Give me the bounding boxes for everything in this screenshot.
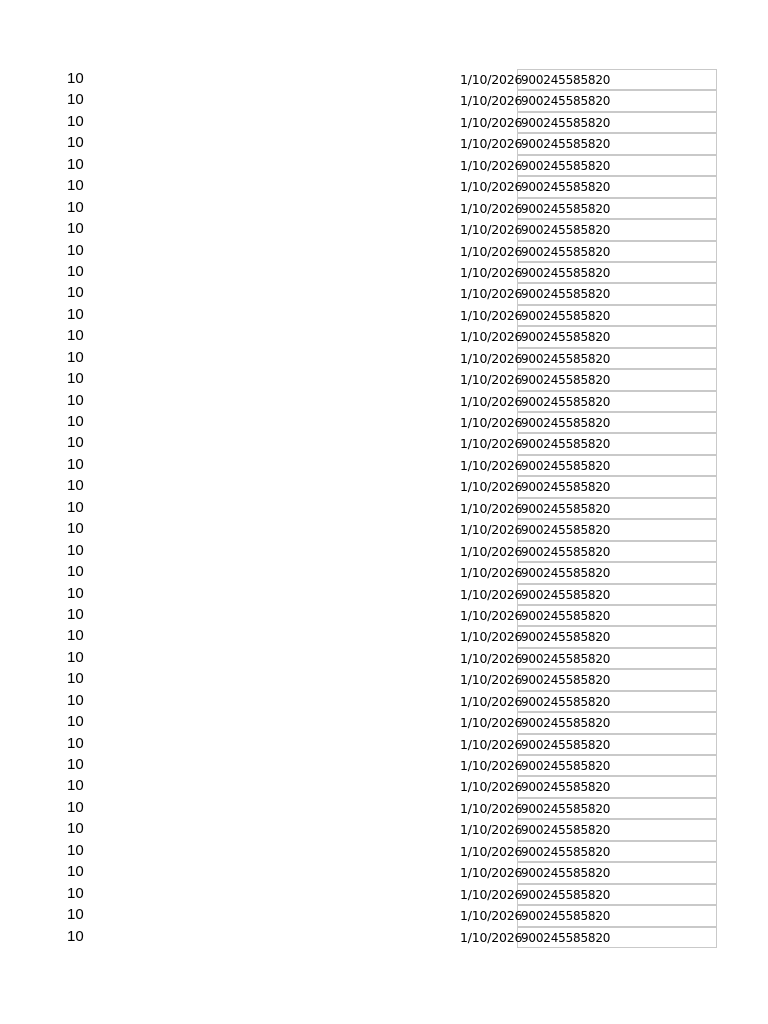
table-row <box>0 283 768 304</box>
quantity-cell: 10 <box>67 627 84 645</box>
table-row <box>0 241 768 262</box>
barcode-field[interactable]: 900245585820 <box>517 712 717 733</box>
date-cell: 1/10/2026 <box>460 457 523 473</box>
date-cell: 1/10/2026 <box>460 843 523 859</box>
quantity-cell: 10 <box>67 477 84 495</box>
table-row <box>0 112 768 133</box>
barcode-field[interactable]: 900245585820 <box>517 433 717 454</box>
date-cell: 1/10/2026 <box>460 372 523 388</box>
date-cell: 1/10/2026 <box>460 157 523 173</box>
quantity-cell: 10 <box>67 305 84 323</box>
quantity-cell: 10 <box>67 541 84 559</box>
quantity-cell: 10 <box>67 863 84 881</box>
barcode-field[interactable]: 900245585820 <box>517 219 717 240</box>
quantity-cell: 10 <box>67 134 84 152</box>
barcode-field[interactable]: 900245585820 <box>517 476 717 497</box>
date-cell: 1/10/2026 <box>460 800 523 816</box>
table-row <box>0 476 768 497</box>
table-row <box>0 691 768 712</box>
quantity-cell: 10 <box>67 370 84 388</box>
date-cell: 1/10/2026 <box>460 672 523 688</box>
quantity-cell: 10 <box>67 434 84 452</box>
quantity-cell: 10 <box>67 455 84 473</box>
table-row <box>0 326 768 347</box>
date-cell: 1/10/2026 <box>460 715 523 731</box>
table-row <box>0 712 768 733</box>
table-row <box>0 369 768 390</box>
quantity-cell: 10 <box>67 348 84 366</box>
barcode-field[interactable]: 900245585820 <box>517 776 717 797</box>
date-cell: 1/10/2026 <box>460 865 523 881</box>
barcode-field[interactable]: 900245585820 <box>517 798 717 819</box>
barcode-field[interactable]: 900245585820 <box>517 241 717 262</box>
quantity-cell: 10 <box>67 884 84 902</box>
quantity-cell: 10 <box>67 841 84 859</box>
barcode-field[interactable]: 900245585820 <box>517 562 717 583</box>
barcode-field[interactable]: 900245585820 <box>517 841 717 862</box>
date-cell: 1/10/2026 <box>460 136 523 152</box>
date-cell: 1/10/2026 <box>460 736 523 752</box>
date-cell: 1/10/2026 <box>460 200 523 216</box>
date-cell: 1/10/2026 <box>460 586 523 602</box>
quantity-cell: 10 <box>67 498 84 516</box>
quantity-cell: 10 <box>67 648 84 666</box>
table-row <box>0 90 768 111</box>
quantity-cell: 10 <box>67 798 84 816</box>
barcode-field[interactable]: 900245585820 <box>517 155 717 176</box>
barcode-field[interactable]: 900245585820 <box>517 455 717 476</box>
date-cell: 1/10/2026 <box>460 72 523 87</box>
barcode-field[interactable]: 900245585820 <box>517 669 717 690</box>
date-cell: 1/10/2026 <box>460 886 523 902</box>
table-row <box>0 798 768 819</box>
date-cell: 1/10/2026 <box>460 908 523 924</box>
date-cell: 1/10/2026 <box>460 758 523 773</box>
barcode-field[interactable]: 900245585820 <box>517 283 717 304</box>
date-cell: 1/10/2026 <box>460 350 523 366</box>
quantity-cell: 10 <box>67 155 84 173</box>
barcode-field[interactable]: 900245585820 <box>517 90 717 111</box>
table-row <box>0 262 768 283</box>
table-row <box>0 433 768 454</box>
quantity-cell: 10 <box>67 927 84 945</box>
barcode-field[interactable]: 900245585820 <box>517 69 717 90</box>
date-cell: 1/10/2026 <box>460 693 523 709</box>
table-row <box>0 519 768 540</box>
quantity-cell: 10 <box>67 520 84 538</box>
quantity-cell: 10 <box>67 241 84 259</box>
table-row <box>0 455 768 476</box>
date-cell: 1/10/2026 <box>460 415 523 430</box>
date-cell: 1/10/2026 <box>460 307 523 323</box>
date-cell: 1/10/2026 <box>460 650 523 666</box>
date-cell: 1/10/2026 <box>460 500 523 516</box>
quantity-cell: 10 <box>67 670 84 688</box>
barcode-field[interactable]: 900245585820 <box>517 626 717 647</box>
barcode-field[interactable]: 900245585820 <box>517 862 717 883</box>
quantity-cell: 10 <box>67 262 84 280</box>
date-cell: 1/10/2026 <box>460 93 523 109</box>
table-row <box>0 562 768 583</box>
table-row <box>0 133 768 154</box>
table-row <box>0 412 768 433</box>
date-cell: 1/10/2026 <box>460 243 523 259</box>
barcode-field[interactable]: 900245585820 <box>517 884 717 905</box>
date-cell: 1/10/2026 <box>460 179 523 195</box>
date-cell: 1/10/2026 <box>460 543 523 559</box>
date-cell: 1/10/2026 <box>460 264 523 280</box>
quantity-cell: 10 <box>67 112 84 130</box>
table-row <box>0 648 768 669</box>
quantity-cell: 10 <box>67 820 84 838</box>
barcode-field[interactable]: 900245585820 <box>517 498 717 519</box>
quantity-cell: 10 <box>67 284 84 302</box>
table-row <box>0 348 768 369</box>
table-row <box>0 155 768 176</box>
barcode-field[interactable]: 900245585820 <box>517 605 717 626</box>
barcode-field[interactable]: 900245585820 <box>517 262 717 283</box>
barcode-field[interactable]: 900245585820 <box>517 519 717 540</box>
barcode-field[interactable]: 900245585820 <box>517 305 717 326</box>
barcode-field[interactable]: 900245585820 <box>517 819 717 840</box>
date-cell: 1/10/2026 <box>460 479 523 495</box>
quantity-cell: 10 <box>67 584 84 602</box>
quantity-cell: 10 <box>67 391 84 409</box>
date-cell: 1/10/2026 <box>460 222 523 238</box>
table-row <box>0 541 768 562</box>
table-row <box>0 841 768 862</box>
table-row <box>0 605 768 626</box>
date-cell: 1/10/2026 <box>460 565 523 581</box>
table-row <box>0 69 768 90</box>
table-row <box>0 734 768 755</box>
barcode-field[interactable]: 900245585820 <box>517 734 717 755</box>
quantity-cell: 10 <box>67 906 84 924</box>
date-cell: 1/10/2026 <box>460 329 523 345</box>
barcode-field[interactable]: 900245585820 <box>517 927 717 948</box>
barcode-field[interactable]: 900245585820 <box>517 412 717 433</box>
date-cell: 1/10/2026 <box>460 522 523 538</box>
barcode-field[interactable]: 900245585820 <box>517 584 717 605</box>
date-cell: 1/10/2026 <box>460 929 523 945</box>
quantity-cell: 10 <box>67 327 84 345</box>
table-row <box>0 755 768 776</box>
table-row <box>0 905 768 926</box>
quantity-cell: 10 <box>67 220 84 238</box>
barcode-field[interactable]: 900245585820 <box>517 112 717 133</box>
quantity-cell: 10 <box>67 91 84 109</box>
table-row <box>0 776 768 797</box>
date-cell: 1/10/2026 <box>460 779 523 795</box>
table-row <box>0 862 768 883</box>
barcode-field[interactable]: 900245585820 <box>517 755 717 776</box>
barcode-field[interactable]: 900245585820 <box>517 648 717 669</box>
barcode-field[interactable]: 900245585820 <box>517 348 717 369</box>
barcode-field[interactable]: 900245585820 <box>517 133 717 154</box>
quantity-cell: 10 <box>67 198 84 216</box>
quantity-cell: 10 <box>67 563 84 581</box>
quantity-cell: 10 <box>67 777 84 795</box>
date-cell: 1/10/2026 <box>460 629 523 645</box>
table-row <box>0 498 768 519</box>
table-row <box>0 626 768 647</box>
quantity-cell: 10 <box>67 177 84 195</box>
quantity-cell: 10 <box>67 734 84 752</box>
date-cell: 1/10/2026 <box>460 393 523 409</box>
quantity-cell: 10 <box>67 413 84 430</box>
barcode-field[interactable]: 900245585820 <box>517 905 717 926</box>
quantity-cell: 10 <box>67 713 84 731</box>
date-cell: 1/10/2026 <box>460 114 523 130</box>
date-cell: 1/10/2026 <box>460 436 523 452</box>
quantity-cell: 10 <box>67 691 84 709</box>
table-row <box>0 819 768 840</box>
table-row <box>0 198 768 219</box>
table-row <box>0 176 768 197</box>
quantity-cell: 10 <box>67 70 84 87</box>
barcode-field[interactable]: 900245585820 <box>517 176 717 197</box>
table-row <box>0 219 768 240</box>
barcode-field[interactable]: 900245585820 <box>517 541 717 562</box>
date-cell: 1/10/2026 <box>460 286 523 302</box>
spreadsheet-table <box>0 69 768 948</box>
barcode-field[interactable]: 900245585820 <box>517 369 717 390</box>
date-cell: 1/10/2026 <box>460 607 523 623</box>
table-row <box>0 669 768 690</box>
table-row <box>0 927 768 948</box>
date-cell: 1/10/2026 <box>460 822 523 838</box>
table-row <box>0 305 768 326</box>
table-row <box>0 584 768 605</box>
quantity-cell: 10 <box>67 605 84 623</box>
barcode-field[interactable]: 900245585820 <box>517 691 717 712</box>
table-row <box>0 884 768 905</box>
quantity-cell: 10 <box>67 756 84 773</box>
table-row <box>0 391 768 412</box>
barcode-field[interactable]: 900245585820 <box>517 391 717 412</box>
barcode-field[interactable]: 900245585820 <box>517 198 717 219</box>
barcode-field[interactable]: 900245585820 <box>517 326 717 347</box>
